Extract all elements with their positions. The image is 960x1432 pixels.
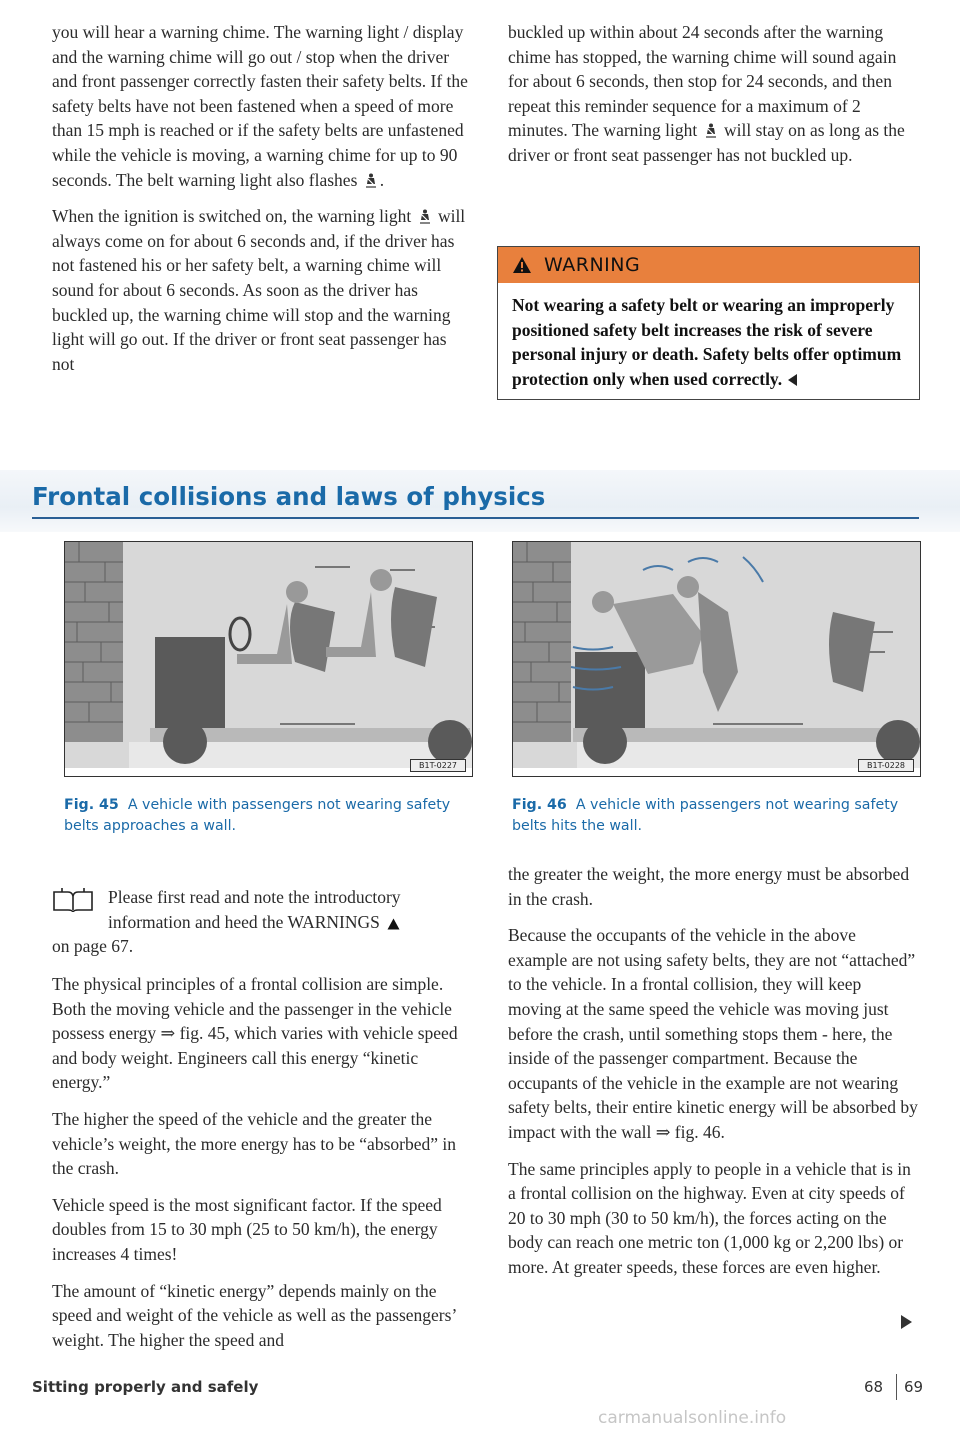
figure-45-illustration	[64, 541, 473, 777]
figure-number: Fig. 46	[512, 797, 567, 813]
book-note-icon	[52, 888, 94, 912]
paragraph: you will hear a warning chime. The warning light / display and the warning chime will go out / stop when the driver and front passenger correctly fasten their safety belts. If the safety belts have not been fastened when a speed of more than 15 mph is reached or if the safety belts are unfastened while the vehicle is moving, a warning chime for up to 90 seconds. The belt warning light also flashes	[52, 22, 468, 190]
paragraph: The higher the speed of the vehicle and the greater the vehicle’s weight, the more energy has to be “absorbed” in the crash.	[52, 1108, 456, 1179]
figure-caption-text: A vehicle with passengers not wearing safety belts approaches a wall.	[64, 797, 451, 834]
figure-45-caption	[64, 795, 474, 837]
section-title: Frontal collisions and laws of physics	[32, 482, 546, 511]
paragraph: will stay on as long as the driver or front seat passenger has not buckled up.	[508, 120, 905, 165]
left-column-top: you will hear a warning chime. The warning light / display and the warning chime will go out / stop when the driver and front passenger correctly fasten their safety belts. If the safety belts have not been fastened when a speed of more than 15 mph is reached or if the safety belts are unfastened while the vehicle is moving, a warning chime for up to 90 seconds. The belt warning light also flashes . When the ignition is switched on, the warning light will always come on for about 6 seconds and, if the driver has not fastened his or her safety belt, a warning chime will sound for about 6 seconds. As soon as the driver has buckled up, the warning chime will stop and the warning light will go out. If the driver or front seat passenger has not	[52, 22, 468, 374]
paragraph: The physical principles of a frontal collision are simple. Both the moving vehicle and the passenger in the vehicle possess energy ⇒ fig. 45, which varies with vehicle speed and body weight. Engineers call this energy “kinetic energy.”	[52, 974, 458, 1093]
warning-label: WARNING	[544, 254, 641, 276]
left-body	[52, 972, 472, 1364]
right-body	[508, 862, 918, 1292]
paragraph: The amount of “kinetic energy” depends mainly on the speed and weight of the vehicle as well as the passengers’ weight. The higher the speed and	[52, 1280, 456, 1350]
paragraph: When the ignition is switched on, the warning light	[52, 206, 412, 227]
intro-note-text: Please first read and note the introductory information and heed the WARNINGS	[108, 887, 401, 932]
figure-code: B1T-0228	[858, 759, 914, 772]
figure-number: Fig. 45	[64, 797, 119, 813]
next-page-arrow-icon	[901, 1315, 912, 1329]
figure-46-caption	[512, 795, 922, 837]
warning-text-block	[498, 283, 919, 399]
paragraph: Vehicle speed is the most significant factor. If the speed doubles from 15 to 30 mph (25 to 50 km/h), the energy increases 4 times!	[52, 1194, 442, 1264]
end-of-section-icon	[788, 374, 797, 386]
figure-caption-text: A vehicle with passengers not wearing safety belts hits the wall.	[512, 797, 899, 834]
paragraph: The same principles apply to people in a vehicle that is in a frontal collision on the highway. Even at city speeds of 20 to 30 mph (30 to 50 km/h), the forces acting on the body can reach one metric ton (1,000 kg or 2,200 lbs) or more. At greater speeds, these forces are even higher.	[508, 1158, 911, 1277]
warning-text: Not wearing a safety belt or wearing an improperly positioned safety belt increases the risk of severe personal injury or death. Safety belts offer optimum protection only when used correctly.	[512, 295, 902, 389]
page-divider	[896, 1374, 897, 1400]
footer-section-title: Sitting properly and safely	[32, 1378, 259, 1396]
warning-header	[498, 247, 919, 283]
seatbelt-warning-icon	[365, 173, 377, 188]
car-approaching-wall-illustration	[65, 542, 472, 776]
intro-note-page: on page 67.	[52, 936, 134, 956]
figure-code: B1T-0227	[410, 759, 466, 772]
watermark: carmanualsonline.info	[598, 1408, 787, 1428]
right-column-top	[508, 20, 918, 180]
paragraph: will always come on for about 6 seconds and, if the driver has not fastened his or her safety belt, a warning chime will sound for about 6 seconds. As soon as the driver has buckled up, the warning chime will stop and the warning light will go out. If the driver or front seat passenger has not	[52, 206, 466, 374]
warning-triangle-icon	[387, 918, 400, 930]
paragraph: the greater the weight, the more energy must be absorbed in the crash.	[508, 864, 910, 909]
page-number-left: 68	[864, 1378, 884, 1396]
seatbelt-warning-icon	[705, 123, 717, 138]
paragraph: Because the occupants of the vehicle in the above example are not using safety belts, they are not “attached” to the vehicle. In a frontal collision, they will keep moving at the same speed the vehicle was moving just before the crash, until something stops them - here, the inside of the passenger compartment. Because the occupants of the vehicle in the example are not wearing safety belts, their entire kinetic energy will be absorbed by impact with the wall ⇒ fig. 46.	[508, 925, 918, 1142]
intro-note	[108, 885, 480, 934]
figure-46-illustration	[512, 541, 921, 777]
warning-triangle-icon	[512, 256, 532, 274]
paragraph: buckled up within about 24 seconds after the warning chime has stopped, the warning chime will sound again for about 6 seconds, then stop for 24 seconds, and then repeat this reminder sequence for a maximum of 2 minutes. The warning light	[508, 22, 897, 141]
warning-box	[497, 246, 920, 400]
car-hitting-wall-illustration	[513, 542, 920, 776]
seatbelt-warning-icon	[419, 209, 431, 224]
section-rule	[32, 517, 919, 519]
page-number-right: 69	[904, 1378, 924, 1396]
